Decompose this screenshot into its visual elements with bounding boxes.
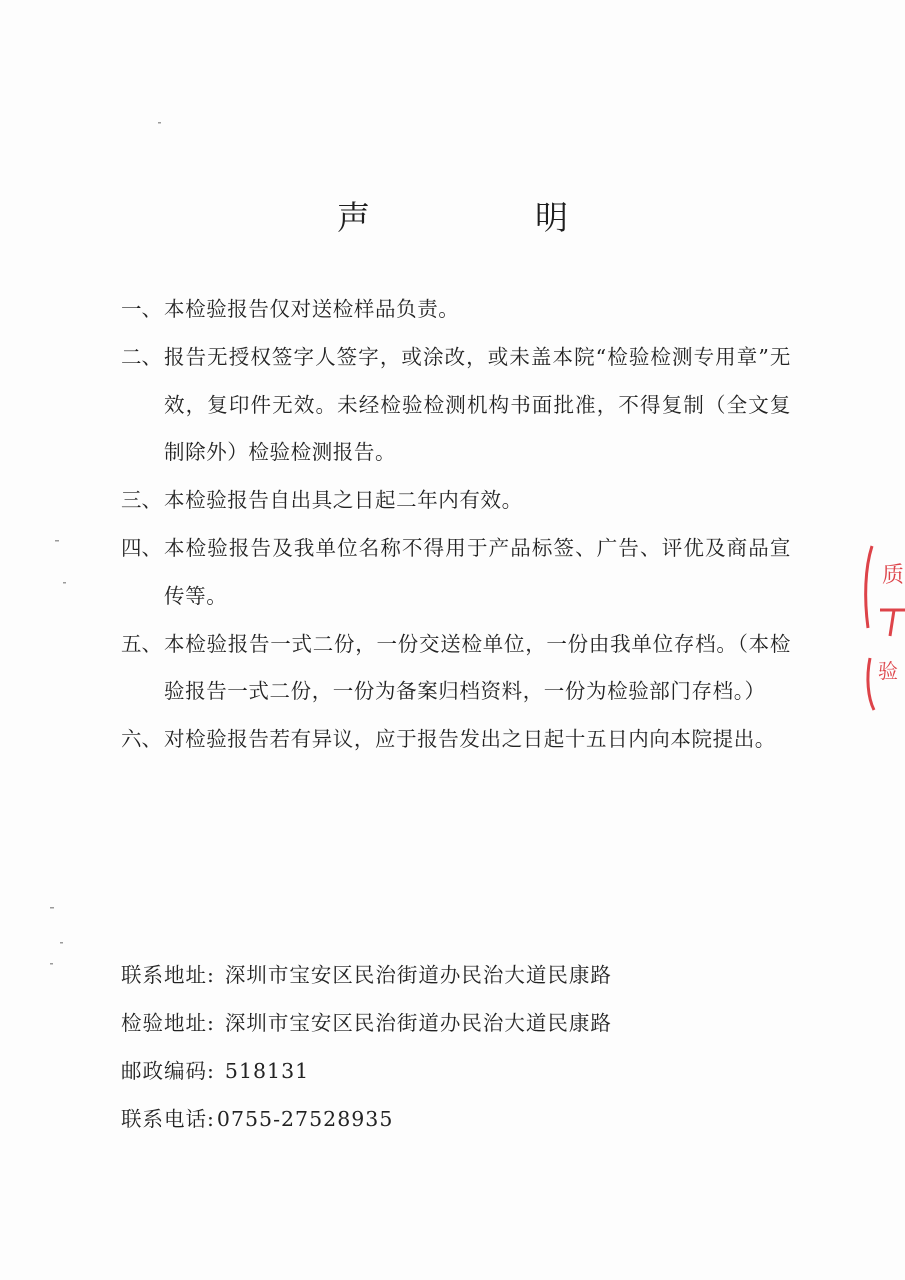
- clause-2: [121, 334, 791, 477]
- clause-text: 报告无授权签字人签字，或涂改，或未盖本院“检验检测专用章”无效，复印件无效。未经检验检测机构书面批准，不得复制（全文复制除外）检验检测报告。: [164, 344, 791, 465]
- contact-address-value: 深圳市宝安区民治街道办民治大道民康路: [224, 963, 612, 987]
- clause-number: 一、: [121, 297, 162, 321]
- clause-text: 本检验报告仅对送检样品负责。: [164, 297, 460, 321]
- declaration-clauses: [121, 286, 791, 764]
- contact-info: [121, 951, 761, 1143]
- clause-number: 六、: [121, 727, 162, 752]
- contact-address-row: [121, 951, 761, 999]
- test-address-row: [121, 999, 761, 1047]
- test-address-value: 深圳市宝安区民治街道办民治大道民康路: [224, 1011, 612, 1035]
- postcode-value: 518131: [224, 1059, 310, 1083]
- clause-number: 三、: [121, 488, 162, 513]
- clause-text: 本检验报告自出具之日起二年内有效。: [164, 488, 523, 513]
- clause-6: [121, 716, 791, 764]
- contact-address-label: 联系地址:: [121, 963, 215, 987]
- clause-number: 五、: [121, 631, 162, 656]
- page-title: 声 明: [337, 198, 634, 237]
- clause-text: 本检验报告及我单位名称不得用于产品标签、广告、评优及商品宣传等。: [164, 535, 791, 608]
- clause-3: [121, 477, 791, 525]
- phone-row: [121, 1095, 761, 1143]
- clause-5: [121, 621, 791, 717]
- clause-text: 对检验报告若有异议，应于报告发出之日起十五日内向本院提出。: [164, 727, 776, 752]
- seal-stamp-icon: [860, 538, 905, 713]
- clause-1: [121, 286, 791, 334]
- clause-number: 二、: [121, 344, 162, 369]
- seal-text-bottom: 验: [878, 659, 898, 683]
- phone-label: 联系电话:: [121, 1107, 215, 1131]
- clause-4: [121, 525, 791, 621]
- postcode-row: [121, 1047, 761, 1095]
- test-address-label: 检验地址:: [121, 1011, 215, 1035]
- postcode-label: 邮政编码:: [121, 1059, 215, 1083]
- phone-value: 0755-27528935: [216, 1107, 394, 1131]
- seal-text-top: 质: [882, 563, 905, 588]
- clause-number: 四、: [121, 535, 162, 560]
- clause-text: 本检验报告一式二份，一份交送检单位，一份由我单位存档。（本检验报告一式二份，一份为备案归档资料，一份为检验部门存档。）: [164, 631, 791, 704]
